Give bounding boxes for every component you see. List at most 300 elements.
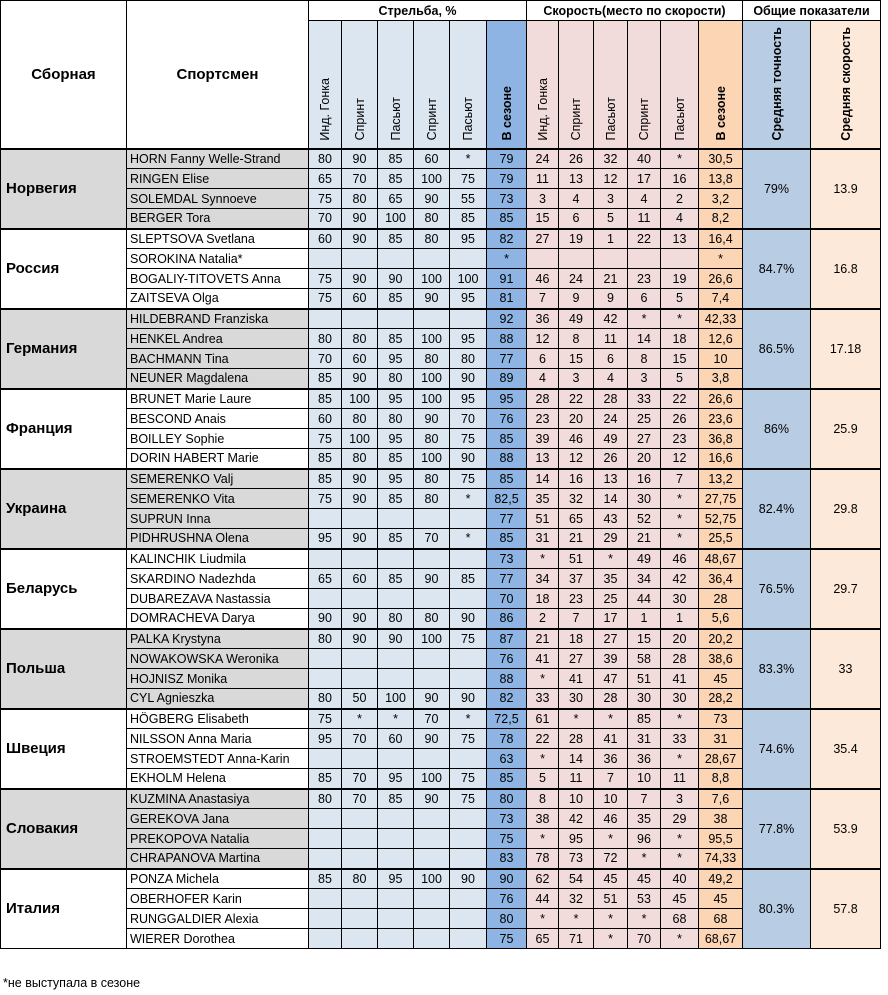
speed-season-value: 25,5 [699,529,743,549]
athlete-name: ZAITSEVA Olga [127,289,309,309]
speed-value: 5 [527,769,559,789]
shooting-value: 85 [309,389,342,409]
shooting-value: 90 [342,269,378,289]
speed-value: 34 [527,569,559,589]
speed-value: 6 [527,349,559,369]
shooting-value: 95 [450,389,487,409]
speed-value: 11 [628,209,661,229]
shooting-value [342,829,378,849]
shooting-value: 80 [309,689,342,709]
speed-season-value: 5,6 [699,609,743,629]
shooting-value [309,249,342,269]
athlete-name: DORIN HABERT Marie [127,449,309,469]
speed-value: 24 [527,149,559,169]
shooting-value: 55 [450,189,487,209]
athlete-name: BOILLEY Sophie [127,429,309,449]
speed-value: 42 [559,809,594,829]
speed-value: 10 [628,769,661,789]
speed-value: 11 [559,769,594,789]
speed-value: 28 [559,729,594,749]
speed-value: 7 [594,769,628,789]
team-avg-accuracy: 86% [743,389,811,469]
shooting-value: 100 [414,369,450,389]
shooting-value [309,909,342,929]
shooting-value: 90 [414,729,450,749]
speed-value: 7 [628,789,661,809]
shooting-value [450,589,487,609]
team-avg-speed: 33 [811,629,881,709]
shooting-value [309,589,342,609]
speed-value: 18 [661,329,699,349]
speed-season-value: 30,5 [699,149,743,169]
speed-value: 68 [661,909,699,929]
shooting-value: 60 [342,569,378,589]
shooting-value: 100 [414,629,450,649]
shooting-season-value: 95 [487,389,527,409]
shooting-value [378,649,414,669]
shooting-season-value: 88 [487,329,527,349]
speed-col-header-label: Спринт [637,98,651,141]
shooting-value [342,249,378,269]
shooting-value: 85 [378,489,414,509]
speed-value: 37 [559,569,594,589]
speed-value: 44 [527,889,559,909]
speed-value: 96 [628,829,661,849]
speed-value [661,249,699,269]
shooting-value [309,309,342,329]
speed-value: 35 [628,809,661,829]
speed-season-value: 38 [699,809,743,829]
table-row [1,869,881,889]
speed-season-value: 16,4 [699,229,743,249]
speed-value: 5 [661,289,699,309]
table-row [1,709,881,729]
shooting-value: 85 [450,209,487,229]
speed-value: 15 [527,209,559,229]
shooting-value: 80 [342,869,378,889]
speed-value: 17 [594,609,628,629]
speed-value: 22 [559,389,594,409]
shooting-season-value: 75 [487,829,527,849]
shooting-season-value: 90 [487,869,527,889]
shooting-value: * [450,489,487,509]
team-avg-accuracy: 82.4% [743,469,811,549]
speed-value: 12 [594,169,628,189]
speed-season-value: 8,2 [699,209,743,229]
speed-value: 4 [661,209,699,229]
athlete-name: RUNGGALDIER Alexia [127,909,309,929]
speed-value: 35 [594,569,628,589]
shooting-season-value: 73 [487,189,527,209]
speed-season-value: 73 [699,709,743,729]
speed-season-value: 28 [699,589,743,609]
shooting-value [309,829,342,849]
shooting-value: 100 [450,269,487,289]
shooting-value: 60 [414,149,450,169]
speed-value: * [559,709,594,729]
athlete-name: NILSSON Anna Maria [127,729,309,749]
athlete-name: CYL Agnieszka [127,689,309,709]
team-avg-speed: 29.7 [811,549,881,629]
athlete-name: HORN Fanny Welle-Strand [127,149,309,169]
shooting-value: 100 [378,689,414,709]
speed-value [628,249,661,269]
speed-value: 42 [594,309,628,329]
speed-value: 49 [594,429,628,449]
shooting-value [414,809,450,829]
speed-value [527,249,559,269]
speed-season-value: 38,6 [699,649,743,669]
speed-value: 53 [628,889,661,909]
shooting-value [378,929,414,949]
shooting-value: 75 [450,769,487,789]
shooting-group-header: Стрельба, % [309,1,527,21]
shooting-value [414,929,450,949]
shooting-value: 70 [450,409,487,429]
shooting-value: 85 [378,169,414,189]
speed-value: 28 [661,649,699,669]
shooting-value: 100 [414,869,450,889]
speed-value: 18 [527,589,559,609]
shooting-value [450,669,487,689]
athlete-name: RINGEN Elise [127,169,309,189]
shooting-value [450,929,487,949]
shooting-value: 80 [309,629,342,649]
shooting-value [414,249,450,269]
shooting-col-header-label: Спринт [424,98,439,141]
speed-group-header: Скорость(место по скорости) [527,1,743,21]
shooting-value: 90 [342,529,378,549]
speed-value: 4 [559,189,594,209]
shooting-value [414,849,450,869]
shooting-col-header [342,21,378,149]
speed-value: 32 [559,489,594,509]
speed-season-value: 36,4 [699,569,743,589]
shooting-value [342,849,378,869]
table-row [1,469,881,489]
shooting-value: 85 [378,789,414,809]
athlete-name: SEMERENKO Valj [127,469,309,489]
speed-season-value: 23,6 [699,409,743,429]
athlete-name: BACHMANN Tina [127,349,309,369]
speed-value: 11 [661,769,699,789]
speed-col-header-label: Пасьют [672,96,687,141]
speed-value: 51 [628,669,661,689]
shooting-value [342,909,378,929]
speed-value: 26 [559,149,594,169]
shooting-value: 90 [342,629,378,649]
speed-value: * [594,709,628,729]
shooting-value: 100 [414,769,450,789]
shooting-value: 95 [378,349,414,369]
shooting-value [342,809,378,829]
shooting-season-value: 77 [487,569,527,589]
speed-value: 21 [527,629,559,649]
shooting-value: 75 [450,169,487,189]
speed-value: 32 [594,149,628,169]
shooting-col-header [450,21,487,149]
table-row [1,629,881,649]
speed-value: 44 [628,589,661,609]
speed-value: * [594,549,628,569]
speed-value: 29 [594,529,628,549]
table-body [1,149,881,949]
shooting-value: 90 [378,269,414,289]
shooting-season-header-label: В сезоне [499,86,514,141]
shooting-value: 70 [309,349,342,369]
speed-value: 21 [594,269,628,289]
speed-value: 46 [559,429,594,449]
speed-value: * [661,309,699,329]
shooting-season-header [487,21,527,149]
shooting-value: 95 [309,729,342,749]
shooting-value: 85 [378,149,414,169]
speed-value: 26 [594,449,628,469]
speed-value: 54 [559,869,594,889]
speed-value: 1 [661,609,699,629]
team-avg-accuracy: 84.7% [743,229,811,309]
athlete-name: SKARDINO Nadezhda [127,569,309,589]
speed-value: 3 [527,189,559,209]
speed-value: 46 [527,269,559,289]
speed-value: 16 [559,469,594,489]
athlete-name: CHRAPANOVA Martina [127,849,309,869]
shooting-season-value: 73 [487,549,527,569]
speed-value: 16 [628,469,661,489]
shooting-value: 75 [309,429,342,449]
shooting-value: 90 [342,609,378,629]
speed-value: 8 [527,789,559,809]
team-avg-speed: 57.8 [811,869,881,949]
team-avg-accuracy: 76.5% [743,549,811,629]
shooting-value [450,509,487,529]
team-avg-accuracy: 83.3% [743,629,811,709]
shooting-value: 85 [309,469,342,489]
shooting-season-value: 81 [487,289,527,309]
speed-value: 33 [661,729,699,749]
shooting-value: 85 [309,769,342,789]
shooting-value: * [450,529,487,549]
athlete-name: HENKEL Andrea [127,329,309,349]
shooting-value: 85 [378,329,414,349]
shooting-value: 85 [378,229,414,249]
speed-value: 7 [559,609,594,629]
shooting-season-value: 86 [487,609,527,629]
shooting-season-value: 91 [487,269,527,289]
speed-value: 8 [559,329,594,349]
speed-value: 22 [527,729,559,749]
speed-value: 14 [594,489,628,509]
athlete-name: GEREKOVA Jana [127,809,309,829]
shooting-value [309,549,342,569]
shooting-value: 75 [309,289,342,309]
athlete-name: NOWAKOWSKA Weronika [127,649,309,669]
speed-value: 7 [661,469,699,489]
shooting-value: * [378,709,414,729]
speed-season-value: 48,67 [699,549,743,569]
footnote: *не выступала в сезоне [3,976,141,990]
table-row [1,549,881,569]
shooting-value: 80 [414,429,450,449]
speed-season-value: 16,6 [699,449,743,469]
athlete-name: SEMERENKO Vita [127,489,309,509]
speed-value: 3 [628,369,661,389]
shooting-season-value: 63 [487,749,527,769]
shooting-value: * [342,709,378,729]
table-row [1,229,881,249]
shooting-value: 95 [450,229,487,249]
speed-season-value: 68,67 [699,929,743,949]
speed-season-header [699,21,743,149]
shooting-value [414,509,450,529]
table-header [1,1,881,149]
speed-value: 26 [661,409,699,429]
speed-value: 31 [628,729,661,749]
avg-accuracy-header [743,21,811,149]
speed-value: 27 [527,229,559,249]
speed-value: * [661,849,699,869]
speed-season-value: 26,6 [699,389,743,409]
speed-value: * [661,749,699,769]
shooting-value: 100 [414,329,450,349]
speed-season-value: 8,8 [699,769,743,789]
shooting-value: 90 [414,409,450,429]
shooting-value: * [450,709,487,729]
team-avg-accuracy: 74.6% [743,709,811,789]
speed-season-value: 68 [699,909,743,929]
speed-value: 70 [628,929,661,949]
shooting-value: 65 [378,189,414,209]
speed-season-value: 27,75 [699,489,743,509]
shooting-value: 65 [309,169,342,189]
speed-value: 85 [628,709,661,729]
shooting-value [342,589,378,609]
shooting-value: 95 [450,329,487,349]
speed-value: 29 [661,809,699,829]
shooting-value: 60 [309,409,342,429]
speed-col-header-label: Инд. Гонка [535,77,550,141]
speed-value: 20 [628,449,661,469]
shooting-value: 70 [309,209,342,229]
speed-value: 5 [594,209,628,229]
speed-value: 27 [594,629,628,649]
team-name: Италия [1,869,127,949]
speed-value: 78 [527,849,559,869]
speed-value [594,249,628,269]
shooting-value: 80 [414,209,450,229]
table-row [1,789,881,809]
team-avg-speed: 17.18 [811,309,881,389]
athlete-name: EKHOLM Helena [127,769,309,789]
speed-value: 36 [527,309,559,329]
speed-value: 14 [559,749,594,769]
speed-col-header [628,21,661,149]
shooting-value: 80 [309,789,342,809]
shooting-col-header-label: Пасьют [461,96,475,141]
speed-value: 24 [594,409,628,429]
speed-value: 16 [661,169,699,189]
speed-season-value: 7,4 [699,289,743,309]
shooting-value [309,649,342,669]
speed-value: 20 [559,409,594,429]
speed-value: 11 [594,329,628,349]
speed-season-value: * [699,249,743,269]
shooting-col-header-label: Инд. Гонка [318,77,332,141]
shooting-value: 95 [378,389,414,409]
speed-value: * [527,829,559,849]
shooting-col-header [378,21,414,149]
speed-value: 31 [527,529,559,549]
speed-value: 4 [594,369,628,389]
speed-season-value: 28,67 [699,749,743,769]
shooting-value: 90 [378,629,414,649]
shooting-value [378,909,414,929]
speed-value: 41 [594,729,628,749]
speed-value: 9 [594,289,628,309]
shooting-season-value: * [487,249,527,269]
speed-value: 4 [527,369,559,389]
speed-value: 30 [628,489,661,509]
shooting-value [342,929,378,949]
shooting-value: 90 [342,229,378,249]
speed-value: 25 [594,589,628,609]
shooting-season-value: 85 [487,469,527,489]
team-name: Германия [1,309,127,389]
athlete-name: HOJNISZ Monika [127,669,309,689]
shooting-value: 90 [309,609,342,629]
shooting-value [414,669,450,689]
speed-value: 13 [594,469,628,489]
shooting-value: 80 [378,369,414,389]
shooting-value: 95 [309,529,342,549]
shooting-value: 90 [414,189,450,209]
speed-value: 12 [661,449,699,469]
shooting-value [378,749,414,769]
shooting-value: 85 [309,369,342,389]
speed-season-value: 7,6 [699,789,743,809]
shooting-season-value: 85 [487,209,527,229]
shooting-value: 80 [342,329,378,349]
speed-value: 10 [559,789,594,809]
shooting-value [450,309,487,329]
athlete-name: HILDEBRAND Franziska [127,309,309,329]
speed-value: 12 [527,329,559,349]
athlete-name: BRUNET Marie Laure [127,389,309,409]
speed-value: 6 [628,289,661,309]
shooting-value [378,809,414,829]
shooting-value: 95 [378,469,414,489]
speed-season-value: 28,2 [699,689,743,709]
team-avg-accuracy: 79% [743,149,811,229]
speed-value: 8 [628,349,661,369]
athlete-header: Спортсмен [127,1,309,149]
shooting-value [414,829,450,849]
speed-value: * [527,909,559,929]
speed-season-value: 3,8 [699,369,743,389]
shooting-value [378,829,414,849]
team-name: Франция [1,389,127,469]
shooting-season-value: 80 [487,789,527,809]
speed-value: 45 [661,889,699,909]
shooting-season-value: 82 [487,229,527,249]
shooting-value: 80 [414,469,450,489]
speed-value: 27 [559,649,594,669]
speed-value: * [559,909,594,929]
team-name: Беларусь [1,549,127,629]
table-row [1,309,881,329]
team-avg-speed: 35.4 [811,709,881,789]
speed-value: 23 [661,429,699,449]
